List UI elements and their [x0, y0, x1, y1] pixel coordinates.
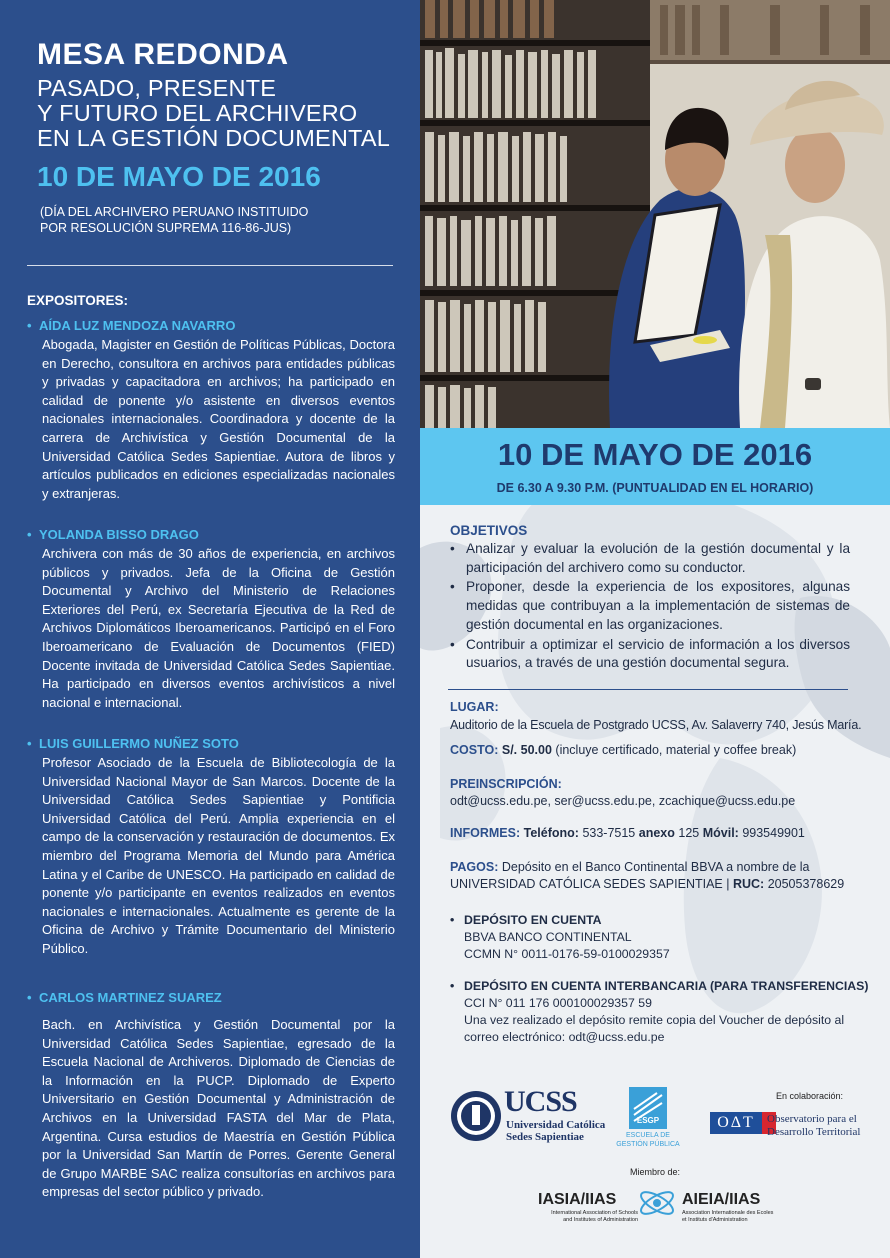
subtitle-line: PASADO, PRESENTE [37, 75, 277, 101]
deposit-line: Una vez realizado el depósito remite copia del Voucher de depósito al [464, 1013, 845, 1027]
banner-time: DE 6.30 A 9.30 P.M. (PUNTUALIDAD EN EL HORARIO) [496, 481, 814, 495]
pagos-line [450, 876, 844, 893]
divider [27, 265, 393, 266]
speaker-bio: Profesor Asociado de la Escuela de Bibliotecología de la Universidad Nacional Mayor de San Marcos. Docente de la Universidad Católica Sedes Sapientiae y Pontificia Universidad Católica del Perú. Amplia experiencia en el campo de la conservación y restauración de documentos. Ex miembro del Programa Memoria del Mundo para América Latina y el Caribe de UNESCO. Ha participado en calidad de ponente y/o participante en eventos realizados en eventos nacionales e internacionales. Actualmente es gerente de la Oficina de Archivo y Trámite Documentario del Ministerio Público. [42, 755, 395, 956]
aieia-name: AIEIA/IIAS [682, 1191, 761, 1208]
speaker-entry [27, 990, 395, 1202]
bullet-icon: • [27, 990, 32, 1005]
deposit-title: • DEPÓSITO EN CUENTA [450, 912, 870, 929]
pagos-line [450, 859, 844, 876]
deposit-line: CCMN N° 0011-0176-59-0100029357 [464, 947, 670, 961]
speaker-bio: Archivera con más de 30 años de experiencia, en archivos públicos y privados. Jefa de la Oficina de Gestión Documental y Archivo del Ministerio de Relaciones Exteriores del Perú, ex Secretaría Ejecutiva de la Red de Archivos Diplomáticos Iberoamericanos. Participó en el Foro Iberoamericano de Evaluación de Documentos (FIED) Docente invitada de Universidad Católica Sedes Sapientiae. Ha participado en diversos eventos archivísticos a nivel nacional e internacional. [42, 546, 395, 710]
deposit-interbank [450, 978, 870, 1046]
telefono-value: 533-7515 [582, 826, 636, 840]
speaker-bio: Bach. en Archivística y Gestión Documental por la Universidad Católica Sedes Sapientiae, egresado de la Escuela Nacional de Archiveros. Diplomado de Ciencias de la Información en la PUCP. Diplomado de Experto Universitario en Gestión Documental y Administración de Archivos en la Universidad FASTA del Mar de Plata, Argentina. Cursa estudios de Maestría en Gestión Pública por la Universidad San Martín de Porres. Gerente General de Grupo MARBE SAC realiza consultorías en archivos para empresas del sector público y privado. [42, 1017, 395, 1200]
lugar-value: Auditorio de la Escuela de Postgrado UCSS, Av. Salaverry 740, Jesús María. [450, 718, 862, 732]
event-note [40, 204, 308, 236]
logos-area [420, 1075, 890, 1258]
bullet-icon: • [27, 318, 32, 333]
divider [448, 689, 848, 690]
speaker-entry [27, 318, 395, 503]
speaker-name [27, 318, 395, 336]
informes-label: INFORMES: [450, 826, 521, 840]
left-panel [0, 0, 420, 1258]
speaker-name [27, 990, 395, 1008]
ucss-name: UCSS [504, 1085, 577, 1118]
speaker-entry [27, 527, 395, 712]
objectives-heading: OBJETIVOS [450, 523, 528, 538]
bullet-icon: • [27, 736, 32, 751]
list-item: • Proponer, desde la experiencia de los expositores, algunas medidas que contribuyan a la implementación de sistemas de gestión documental en las organizaciones. [450, 578, 850, 634]
esgp-sub1: ESCUELA DE [626, 1132, 670, 1139]
odt-mark: OΔT [710, 1112, 776, 1134]
ucss-seal-icon [450, 1090, 502, 1142]
list-item: • Analizar y evaluar la evolución de la gestión documental y la participación del archivero como su conductor. [450, 540, 850, 577]
costo-amount: S/. 50.00 [501, 743, 552, 757]
pagos-text: UNIVERSIDAD CATÓLICA SEDES SAPIENTIAE | [450, 877, 730, 891]
costo-row [450, 743, 796, 757]
informes-row [450, 826, 805, 840]
banner-date: 10 DE MAYO DE 2016 [497, 437, 813, 472]
deposit-account [450, 912, 870, 963]
pagos-block [450, 859, 844, 893]
iasia-name: IASIA/IIAS [538, 1191, 617, 1208]
note-line: POR RESOLUCIÓN SUPREMA 116-86-JUS) [40, 221, 292, 235]
right-panel [420, 0, 890, 1258]
deposit-title: • DEPÓSITO EN CUENTA INTERBANCARIA (PARA TRANSFERENCIAS) [450, 978, 870, 995]
bullet-icon: • [27, 527, 32, 542]
archive-photo [420, 0, 890, 428]
date-banner [420, 428, 890, 505]
preinscripcion-label: PREINSCRIPCIÓN: [450, 777, 562, 791]
odt-line1: Observatorio para el [767, 1113, 857, 1125]
subtitle-line: EN LA GESTIÓN DOCUMENTAL [37, 125, 391, 151]
anexo-label: anexo [638, 826, 675, 840]
deposit-line: BBVA BANCO CONTINENTAL [464, 930, 632, 944]
telefono-label: Teléfono: [523, 826, 579, 840]
esgp-sub2: GESTIÓN PÚBLICA [616, 1141, 680, 1148]
deposit-line: CCI N° 011 176 000100029357 59 [464, 996, 652, 1010]
speaker-name-text: YOLANDA BISSO DRAGO [39, 527, 199, 542]
odt-line2: Desarrollo Territorial [767, 1126, 861, 1138]
aieia-sub2: et Instituts d'Administration [682, 1217, 748, 1223]
costo-label: COSTO: [450, 743, 499, 757]
list-item: • Contribuir a optimizar el servicio de información a los diversos usuarios, a través de una gestión documental segura. [450, 636, 850, 673]
globe-orbit-icon [637, 1183, 677, 1223]
ucss-sub1: Universidad Católica [506, 1119, 606, 1131]
movil-value: 993549901 [742, 826, 805, 840]
deposit-line: correo electrónico: odt@ucss.edu.pe [464, 1030, 665, 1044]
costo-detail: (incluye certificado, material y coffee break) [555, 743, 797, 757]
preinscripcion-emails[interactable]: odt@ucss.edu.pe, ser@ucss.edu.pe, zcachique@ucss.edu.pe [450, 794, 796, 808]
speaker-name [27, 527, 395, 545]
ruc-label: RUC: [732, 877, 765, 891]
subtitle-line: Y FUTURO DEL ARCHIVERO [37, 100, 358, 126]
movil-label: Móvil: [702, 826, 739, 840]
objectives-list [450, 540, 850, 674]
event-title: MESA REDONDA [37, 38, 289, 71]
note-line: (DÍA DEL ARCHIVERO PERUANO INSTITUIDO [40, 205, 309, 219]
event-subtitle [37, 76, 390, 151]
ucss-sub2: Sedes Sapientiae [506, 1131, 584, 1143]
ruc-value: 20505378629 [767, 877, 845, 891]
event-date: 10 DE MAYO DE 2016 [37, 161, 321, 192]
speakers-heading: EXPOSITORES: [27, 293, 129, 308]
speaker-name-text: LUIS GUILLERMO NUÑEZ SOTO [39, 736, 239, 751]
iasia-sub1: International Association of Schools [551, 1210, 638, 1216]
speaker-name-text: AÍDA LUZ MENDOZA NAVARRO [39, 318, 236, 333]
pagos-label: PAGOS: [450, 860, 499, 874]
anexo-value: 125 [678, 826, 700, 840]
speaker-name [27, 736, 395, 754]
esgp-name: ESGP [636, 1116, 660, 1125]
collab-label: En colaboración: [776, 1091, 844, 1101]
pagos-text: Depósito en el Banco Continental BBVA a nombre de la [501, 860, 810, 874]
speaker-name-text: CARLOS MARTINEZ SUAREZ [39, 990, 222, 1005]
speaker-entry [27, 736, 395, 959]
aieia-sub1: Association Internationale des Ecoles [682, 1210, 774, 1216]
iasia-sub2: and Institutes of Administration [563, 1217, 638, 1223]
lugar-label: LUGAR: [450, 700, 499, 714]
speaker-bio: Abogada, Magister en Gestión de Políticas Públicas, Doctora en Derecho, consultora en archivos para entidades públicas y privadas y capacitadora en archivos; ha participado en calidad de ponente y/o asistente en diversos eventos nacionales internacionales. Coordinadora y docente de la carrera de Archivística y Gestión Documental de la Universidad Católica Sedes Sapientiae. Autora de libros y artículos publicados en ediciones especializadas nacionales y extranjeras. [42, 337, 395, 501]
member-label: Miembro de: [630, 1167, 681, 1177]
